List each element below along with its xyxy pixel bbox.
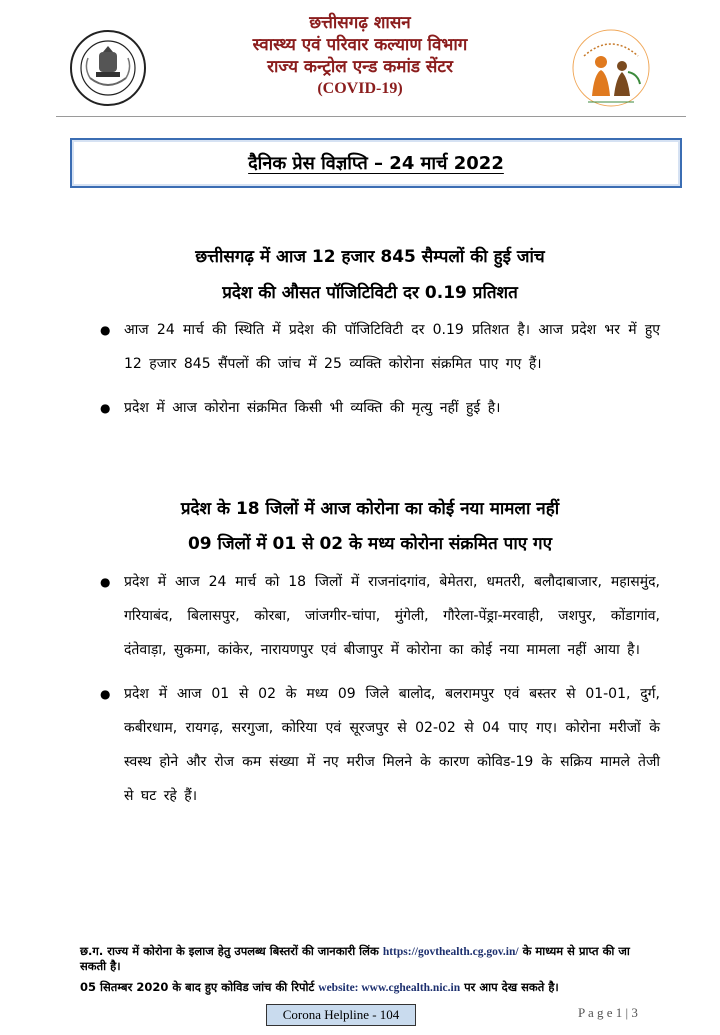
page-number: P a g e 1 | 3 [578,1005,638,1020]
corona-helpline-badge: Corona Helpline - 104 [266,1004,416,1026]
bullet-list-2 [100,565,660,813]
list-item: ● प्रदेश में आज 24 मार्च को 18 जिलों में राजनांदगांव, बेमेतरा, धमतरी, बलौदाबाजार, महासमुंद, गरियाबंद, बिलासपुर, कोरबा, जांजगीर-चांपा, मुंगेली, गौरेला-पेंड्रा-मरवाही, जशपुर, कोंडागांव, दंतेवाड़ा, सुकमा, कांकेर, नारायणपुर एवं बीजापुर में कोरोना का कोई नया मामला नहीं आया है। [100,565,660,667]
headline-1-line-2: प्रदेश की औसत पॉजिटिविटी दर 0.19 प्रतिशत [222,283,518,303]
headline-2-line-1: प्रदेश के 18 जिलों में आज कोरोना का कोई नया मामला नहीं [180,499,560,519]
footer-text: छ.ग. राज्य में कोरोना के इलाज हेतु उपलब्ध बिस्तरों की जानकारी लिंक [80,944,383,958]
press-release-title-box [70,138,682,188]
letterhead [0,0,720,115]
press-release-title: दैनिक प्रेस विज्ञप्ति – 24 मार्च 2022 [248,153,504,174]
state-emblem-icon [68,28,148,108]
footer-text: 05 सितम्बर 2020 के बाद हुए कोविड जांच की रिपोर्ट [80,980,319,994]
bullet-list-1 [100,313,660,425]
footer-text: पर आप देख सकते है। [460,980,559,994]
letterhead-text [160,12,560,100]
list-item: ● प्रदेश में आज 01 से 02 के मध्य 09 जिले बालोद, बलरामपुर एवं बस्तर से 01-01, दुर्ग, कबीरधाम, रायगढ़, सरगुजा, कोरिया एवं सूरजपुर से 02-02 से 04 पाए गए। कोरोना मरीजों के स्वस्थ होने और रोज कम संख्या में नए मरीज मिलने के कारण कोविड-19 के सक्रिय मामले तेजी से घट रहे हैं। [100,677,660,813]
covid-tag: (COVID-19) [317,80,403,97]
header-divider [56,116,686,117]
footer-text: के माध्यम से प्राप्त की जा सकती है। [80,944,630,973]
control-center-name: राज्य कन्ट्रोल एन्ड कमांड सेंटर [267,57,453,77]
beds-info-link[interactable]: https://govthealth.cg.gov.in/ [382,946,519,958]
department-name: स्वास्थ्य एवं परिवार कल्याण विभाग [252,35,468,55]
list-item: ● आज 24 मार्च की स्थिति में प्रदेश की पॉजिटिविटी दर 0.19 प्रतिशत है। आज प्रदेश भर में हुए 12 हजार 845 सैंपलों की जांच में 25 व्यक्ति कोरोना संक्रमित पाए गए हैं। [100,313,660,381]
headline-1-line-1: छत्तीसगढ़ में आज 12 हजार 845 सैम्पलों की हुई जांच [195,247,545,267]
government-name: छत्तीसगढ़ शासन [309,13,411,33]
footer-note-report [80,980,660,995]
report-website-link[interactable]: website: www.cghealth.nic.in [318,982,461,994]
list-item: ● प्रदेश में आज कोरोना संक्रमित किसी भी व्यक्ति की मृत्यु नहीं हुई है। [100,391,660,425]
swasth-chhattisgarh-logo-icon [568,26,654,110]
footer-note-beds [80,944,660,974]
headline-2-line-2: 09 जिलों में 01 से 02 के मध्य कोरोना संक्रमित पाए गए [187,534,553,554]
